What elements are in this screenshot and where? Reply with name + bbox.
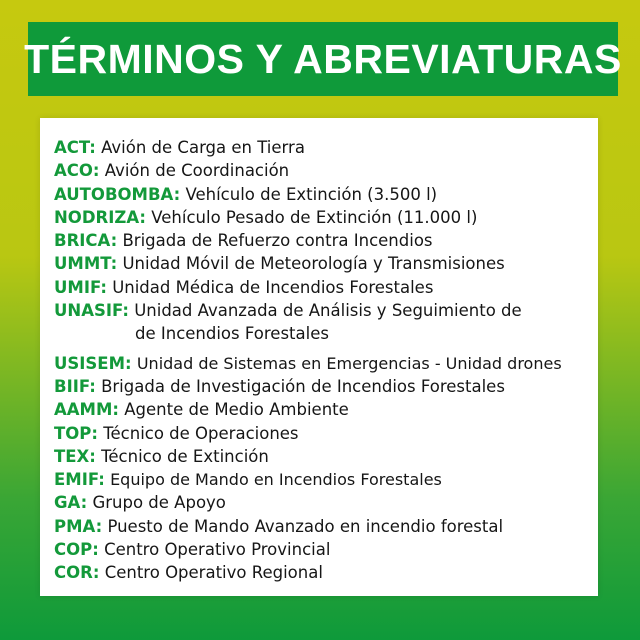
term-abbr: ACO: xyxy=(54,161,100,181)
term-row-biif xyxy=(54,375,590,398)
terms-list xyxy=(54,136,590,585)
term-def: Técnico de Extinción xyxy=(101,446,269,466)
term-def: Avión de Carga en Tierra xyxy=(101,138,305,157)
term-row-tex xyxy=(54,445,590,468)
term-row-top xyxy=(54,422,590,445)
term-def: Centro Operativo Provincial xyxy=(104,540,331,560)
term-def: Unidad Móvil de Meteorología y Transmisiones xyxy=(122,254,505,274)
page-title: TÉRMINOS Y ABREVIATURAS xyxy=(24,35,622,82)
term-abbr: COR: xyxy=(54,563,100,583)
term-abbr: UMMT: xyxy=(54,254,118,274)
term-abbr: UNASIF: xyxy=(54,301,129,321)
term-abbr: ACT: xyxy=(54,138,96,157)
term-row-ummt xyxy=(54,252,590,275)
term-row-emif xyxy=(54,468,590,491)
term-row-brica xyxy=(54,229,590,252)
term-abbr: TEX: xyxy=(54,446,96,466)
term-row-umif xyxy=(54,276,590,299)
term-def: Unidad de Sistemas en Emergencias - Unidad drones xyxy=(136,353,562,373)
term-row-nodriza xyxy=(54,206,590,229)
term-def: Grupo de Apoyo xyxy=(92,493,226,513)
term-def-continuation: de Incendios Forestales xyxy=(135,324,329,344)
term-row-usisem xyxy=(54,352,590,375)
term-row-unasif xyxy=(54,299,590,346)
term-abbr: GA: xyxy=(54,493,88,513)
term-def: Avión de Coordinación xyxy=(104,161,290,181)
term-row-aamm xyxy=(54,398,590,421)
term-abbr: BIIF: xyxy=(54,376,96,396)
term-row-cop xyxy=(54,538,590,561)
term-abbr: PMA: xyxy=(54,516,103,536)
term-def: Unidad Médica de Incendios Forestales xyxy=(112,277,434,297)
term-def: Unidad Avanzada de Análisis y Seguimiento de xyxy=(134,301,522,321)
term-abbr: USISEM: xyxy=(54,353,132,373)
term-def: Puesto de Mando Avanzado en incendio forestal xyxy=(107,516,504,536)
term-row-ga xyxy=(54,491,590,514)
term-def: Vehículo de Extinción (3.500 l) xyxy=(185,184,438,204)
term-def: Equipo de Mando en Incendios Forestales xyxy=(110,470,442,490)
term-row-autobomba xyxy=(54,183,590,206)
term-abbr: BRICA: xyxy=(54,231,118,251)
term-row-pma xyxy=(54,515,590,538)
term-abbr: NODRIZA: xyxy=(54,207,147,227)
term-def: Vehículo Pesado de Extinción (11.000 l) xyxy=(151,207,478,227)
term-def: Centro Operativo Regional xyxy=(104,563,323,583)
term-abbr: AUTOBOMBA: xyxy=(54,184,181,204)
term-def: Agente de Medio Ambiente xyxy=(124,400,349,420)
terms-card xyxy=(40,118,598,596)
term-def: Brigada de Refuerzo contra Incendios xyxy=(122,231,433,251)
term-abbr: AAMM: xyxy=(54,400,119,420)
term-row-act xyxy=(54,136,590,159)
term-abbr: UMIF: xyxy=(54,277,107,297)
term-abbr: COP: xyxy=(54,540,99,560)
term-abbr: EMIF: xyxy=(54,470,105,490)
term-row-cor xyxy=(54,561,590,584)
term-row-aco xyxy=(54,159,590,182)
term-def: Brigada de Investigación de Incendios Forestales xyxy=(101,376,505,396)
term-def: Técnico de Operaciones xyxy=(103,423,299,443)
term-abbr: TOP: xyxy=(54,423,98,443)
title-banner xyxy=(24,22,622,96)
